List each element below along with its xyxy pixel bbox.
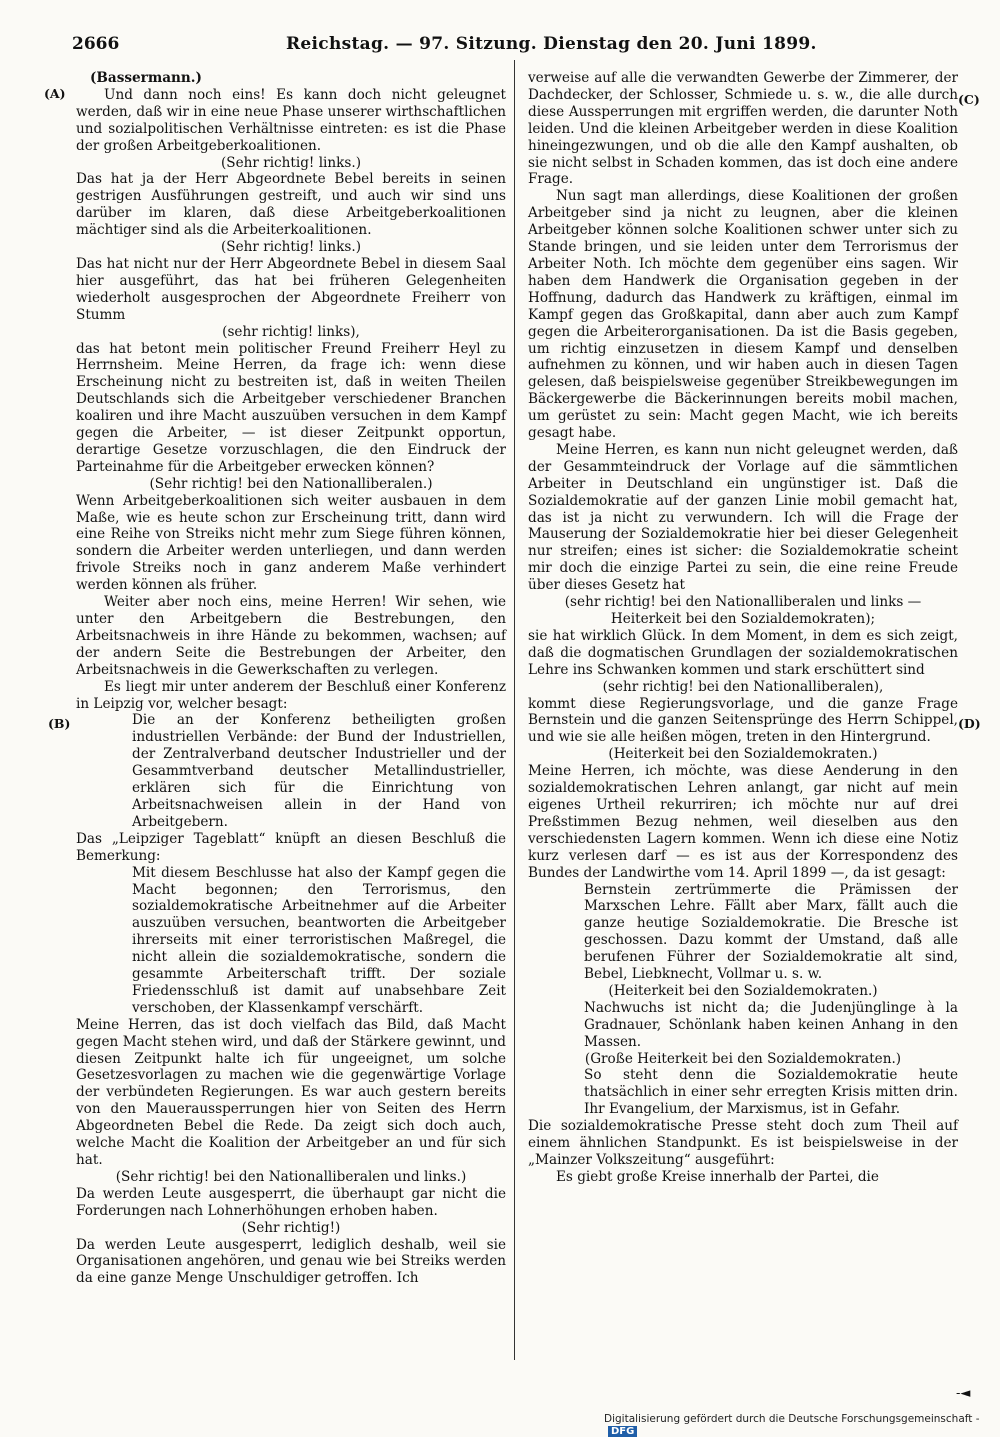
paragraph: Da werden Leute ausgesperrt, die überhaupt gar nicht die Forderungen nach Lohnerhöhungen erhoben haben. bbox=[76, 1185, 506, 1219]
margin-mark-d: (D) bbox=[958, 716, 981, 731]
interjection: (Heiterkeit bei den Sozialdemokraten.) bbox=[608, 982, 878, 999]
paragraph: Die sozialdemokratische Presse steht doch zum Theil auf einem ähnlichen Standpunkt. Es ist beispielsweise in der „Mainzer Volkszeitung“ ausgeführt: bbox=[528, 1118, 958, 1168]
paragraph: Meine Herren, es kann nun nicht geleugnet werden, daß der Gesammteindruck der Vorlage auf die sämmtlichen Arbeiter in Deutschland ein ungünstiger ist. Daß die Sozialdemokratie auf der ganzen Linie mobil gemacht hat, das ist ja nicht zu verwundern. Ich will die Frage der Mauserung der Sozialdemokratie hier bei dieser Gelegenheit nur streifen; eines ist sicher: die Sozialdemokratie scheint mir doch die einzige Partei zu sein, die eine reine Freude über dieses Gesetz hat bbox=[528, 441, 958, 594]
paragraph: Meine Herren, ich möchte, was diese Aenderung in den sozialdemokratischen Lehren anlangt, gar nicht auf mein eigenes Urtheil rekurriren; ich möchte nur auf drei Preßstimmen Bezug nehmen, weil dieselben aus den verschiedensten Lagern kommen. Wenn ich diese eine Notiz kurz verlesen darf — es ist aus der Korrespondenz des Bundes der Landwirthe vom 14. April 1899 —, da ist gesagt: bbox=[528, 763, 958, 881]
margin-mark-b: (B) bbox=[48, 716, 71, 731]
block-quote: So steht denn die Sozialdemokratie heute thatsächlich in einer sehr erregten Krisis mitten drin. Ihr Evangelium, der Marxismus, ist in Gefahr. bbox=[584, 1067, 958, 1118]
interjection: (sehr richtig! bei den Nationalliberalen), bbox=[602, 678, 884, 695]
block-quote: Mit diesem Beschlusse hat also der Kampf gegen die Macht begonnen; den Terrorismus, den sozialdemokratische Arbeitnehmer auf die Arbeiter auszuüben versuchen, beantworten die Arbeitgeber ihrerseits mit einer terroristischen Maßregel, die nicht allein die sozialdemokratische, sondern die gesammte Arbeiterschaft trifft. Der soziale Friedensschluß ist damit auf unabsehbare Zeit verschoben, der Klassenkampf verschärft. bbox=[132, 864, 506, 1016]
block-quote: Nachwuchs ist nicht da; die Judenjünglinge à la Gradnauer, Schönlank haben keinen Anhang in den Massen. bbox=[584, 999, 958, 1050]
interjection: (Sehr richtig! bei den Nationalliberalen und links.) bbox=[115, 1168, 467, 1185]
left-column bbox=[76, 70, 506, 1287]
running-title: Reichstag. — 97. Sitzung. Dienstag den 20. Juni 1899. bbox=[286, 34, 817, 54]
interjection: (Heiterkeit bei den Sozialdemokraten.) bbox=[608, 746, 878, 763]
margin-mark-c: (C) bbox=[958, 92, 980, 107]
right-column bbox=[528, 70, 958, 1186]
digitization-credit bbox=[604, 1413, 1000, 1437]
paragraph: Und dann noch eins! Es kann doch nicht geleugnet werden, daß wir in eine neue Phase unserer wirthschaftlichen und sozialpolitischen Verhältnisse eintreten: es ist die Phase der großen Arbeitgeberkoalitionen. bbox=[76, 86, 506, 154]
block-quote: Die an der Konferenz betheiligten großen industriellen Verbände: der Bund der Industriellen, der Zentralverband deutscher Industrieller und der Gesammtverband deutscher Metallindustrieller, erklären sich für die Einrichtung von Arbeitsnachweisen allein in der Hand von Arbeitgebern. bbox=[132, 712, 506, 830]
paragraph: Weiter aber noch eins, meine Herren! Wir sehen, wie unter den Arbeitgebern die Bestrebungen, den Arbeitsnachweis in ihre Hände zu bekommen, wachsen; auf der andern Seite die Bestrebungen der Arbeiter, den Arbeitsnachweis in die Gewerkschaften zu verlegen. bbox=[76, 594, 506, 678]
paragraph: Nun sagt man allerdings, diese Koalitionen der großen Arbeitgeber sind ja nicht zu leugnen, aber die kleinen Arbeitgeber können solche Koalitionen schwer unter sich zu Stande bringen, und sie leiden unter dem Terrorismus der Arbeiter Noth. Ich möchte dem gegenüber eins sagen. Wir haben dem Handwerk die Organisation gegeben in der Hoffnung, dadurch das Handwerk zu kräftigen, einmal im Kampf gegen das Großkapital, dann aber auch zum Kampf gegen die Arbeiterorganisationen. Da ist die Basis gegeben, um richtig einzusetzen in diesem Kampf und denselben aufnehmen zu können, und wir haben auch in diesen Tagen gelesen, daß beispielsweise gegenüber Streikbewegungen im Bäckergewerbe die Bäckerinnungen bereits mobil machen, um gerüstet zu sein: Macht gegen Macht, wie ich bereits gesagt habe. bbox=[528, 188, 958, 442]
interjection: (Sehr richtig! links.) bbox=[220, 154, 362, 171]
paragraph: Das hat ja der Herr Abgeordnete Bebel bereits in seinen gestrigen Ausführungen gestreift, und auch wir sind uns darüber im klaren, daß diese Arbeitgeberkoalitionen mächtiger sind als die Arbeiterkoalitionen. bbox=[76, 171, 506, 239]
paragraph: Da werden Leute ausgesperrt, lediglich deshalb, weil sie Organisationen angehören, und genau wie bei Streiks werden da eine ganze Menge Unschuldiger getroffen. Ich bbox=[76, 1236, 506, 1287]
paragraph: Das „Leipziger Tageblatt“ knüpft an diesen Beschluß die Bemerkung: bbox=[76, 830, 506, 864]
paragraph: sie hat wirklich Glück. In dem Moment, in dem es sich zeigt, daß die dogmatischen Grundlagen der sozialdemokratischen Lehre ins Schwanken kommen und stark erschüttert sind bbox=[528, 627, 958, 678]
paragraph: Meine Herren, das ist doch vielfach das Bild, daß Macht gegen Macht stehen wird, und daß der Stärkere gewinnt, und diesen Zeitpunkt halte ich für ungeeignet, um solche Gesetzesvorlagen zu machen wie die gegenwärtige Vorlage der verbündeten Regierungen. Es war auch gestern bereits von den Maueraussperrungen hier von Seiten des Herrn Abgeordneten Bebel die Rede. Da zeigt sich doch auch, welche Macht die Koalition der Arbeitgeber an und für sich hat. bbox=[76, 1016, 506, 1168]
paragraph: verweise auf alle die verwandten Gewerbe der Zimmerer, der Dachdecker, der Schlosser, Schmiede u. s. w., die alle durch diese Aussperrungen mit ergriffen werden, die darunter Noth leiden. Und die kleinen Arbeitgeber werden in diese Koalition hineingezwungen, und ob die alle den Kampf aushalten, ob sie nicht selbst in Schaden kommen, das ist doch eine andere Frage. bbox=[528, 70, 958, 188]
interjection: (Sehr richtig! bei den Nationalliberalen.) bbox=[149, 475, 433, 492]
margin-mark-a: (A) bbox=[44, 86, 66, 101]
paragraph: Es liegt mir unter anderem der Beschluß einer Konferenz in Leipzig vor, welcher besagt: bbox=[76, 678, 506, 712]
credit-text: Digitalisierung gefördert durch die Deutsche Forschungsgemeinschaft - bbox=[604, 1413, 980, 1425]
interjection: (Sehr richtig!) bbox=[241, 1219, 341, 1236]
speaker-name: (Bassermann.) bbox=[90, 70, 202, 86]
dfg-logo: DFG bbox=[608, 1426, 637, 1437]
paragraph: Wenn Arbeitgeberkoalitionen sich weiter ausbauen in dem Maße, wie es heute schon zur Erscheinung tritt, dann wird eine Reihe von Streiks nicht mehr zum Siege führen können, sondern die Arbeiter werden unterliegen, und dann werden frivole Streiks noch in ganz anderem Maße verhindert werden können als früher. bbox=[76, 492, 506, 594]
paragraph: kommt diese Regierungsvorlage, und die ganze Frage Bernstein und die ganzen Seitensprünge des Herrn Schippel, und wie sie alle heißen mögen, treten in den Hintergrund. bbox=[528, 695, 958, 746]
paragraph: Das hat nicht nur der Herr Abgeordnete Bebel in diesem Saal hier ausgeführt, das hat bei früheren Gelegenheiten wiederholt ausgesprochen der Abgeordnete Freiherr von Stumm bbox=[76, 255, 506, 323]
page-header bbox=[72, 34, 962, 56]
interjection: (Sehr richtig! links.) bbox=[220, 239, 362, 256]
block-quote: Bernstein zertrümmerte die Prämissen der Marxschen Lehre. Fällt aber Marx, fällt auch die ganze heutige Sozialdemokratie. Die Bresche ist geschossen. Dazu kommt der Umstand, daß alle berufenen Führer der Sozialdemokratie alt sind, Bebel, Liebknecht, Vollmar u. s. w. bbox=[584, 881, 958, 983]
interjection: (sehr richtig! links), bbox=[222, 323, 360, 340]
paragraph: Es giebt große Kreise innerhalb der Partei, die bbox=[556, 1168, 879, 1185]
interjection: (sehr richtig! bei den Nationalliberalen und links — Heiterkeit bei den Sozialdemokraten); bbox=[564, 594, 922, 627]
interjection: (Große Heiterkeit bei den Sozialdemokraten.) bbox=[584, 1050, 902, 1067]
column-divider bbox=[514, 60, 515, 1360]
page-number: 2666 bbox=[72, 34, 120, 54]
continuation-mark: -◄ bbox=[956, 1386, 971, 1401]
paragraph: das hat betont mein politischer Freund Freiherr Heyl zu Herrnsheim. Meine Herren, da frage ich: wenn diese Erscheinung nicht zu bestreiten ist, daß in weiten Theilen Deutschlands sich die Arbeitgeber verschiedener Branchen koaliren und ihre Macht auszuüben versuchen in dem Kampf gegen die Arbeiter, — ist dieser Zeitpunkt opportun, derartige Gesetze vorzuschlagen, die den Eindruck der Parteinahme für die Arbeitgeber erwecken können? bbox=[76, 340, 506, 475]
